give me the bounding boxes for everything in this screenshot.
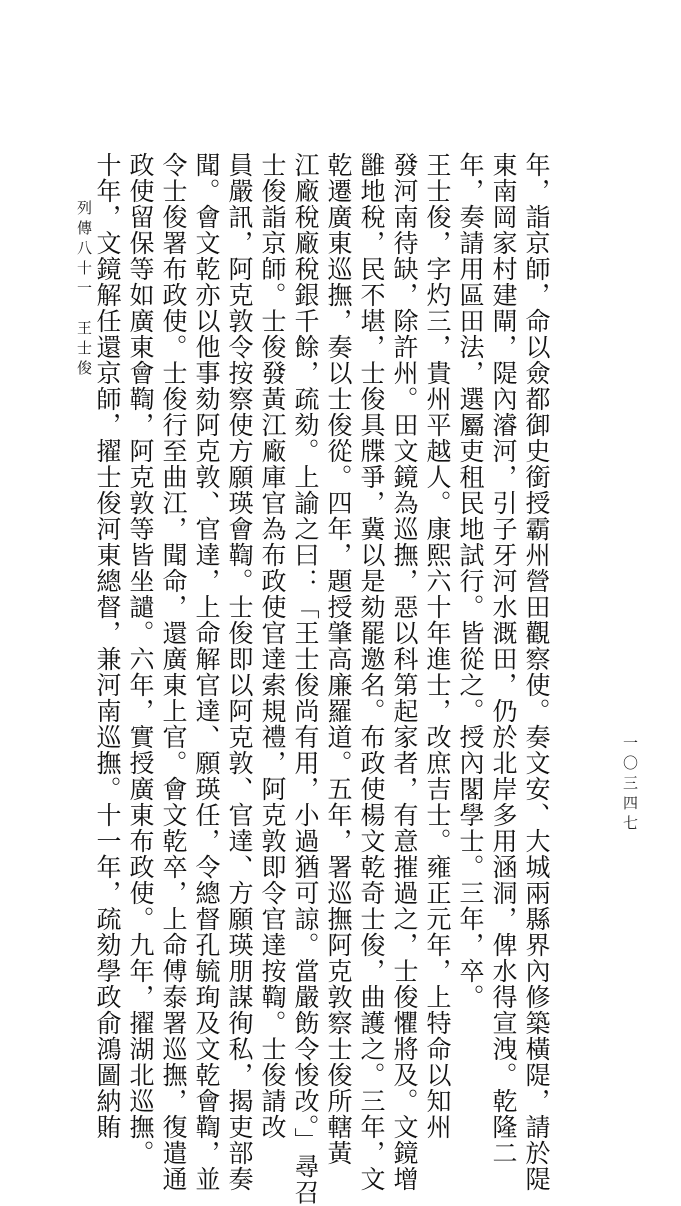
page-number: 一〇三四七 bbox=[621, 735, 639, 835]
text-line: 江廠稅廠稅銀千餘，疏劾。上諭之曰：「王士俊尚有用，小過猶可諒。當嚴飭令悛改。」尋召 bbox=[291, 152, 320, 1206]
text-line: 年，詣京師，命以僉都御史銜授霸州營田觀察使。奏文安、大城兩縣界內修築橫隄，請於隄 bbox=[522, 152, 551, 1192]
text-line: 令士俊署布政使。士俊行至曲江，聞命，還廣東上官。會文乾卒，上命傅泰署巡撫，復遣通 bbox=[159, 152, 188, 1192]
text-line: 聞。會文乾亦以他事劾阿克敦、官達，上命解官達、願瑛任，令總督孔毓珣及文乾會鞫，並 bbox=[192, 152, 221, 1192]
running-header: 列傳八十一 王士俊 bbox=[75, 200, 93, 380]
text-line: 雝地稅，民不堪，士俊具牒爭，冀以是劾罷邀名。布政使楊文乾奇士俊，曲護之。三年，文 bbox=[357, 152, 386, 1192]
biography-text bbox=[91, 152, 553, 1206]
text-line: 十年，文鏡解任還京師，擢士俊河東總督，兼河南巡撫。十一年，疏劾學政俞鴻圖納賄 bbox=[93, 152, 122, 1140]
text-line: 王士俊，字灼三，貴州平越人。康熙六十年進士，改庶吉士。雍正元年，上特命以知州 bbox=[423, 152, 452, 1140]
text-line: 發河南待缺，除許州。田文鏡為巡撫，惡以科第起家者，有意摧過之，士俊懼將及。文鏡增 bbox=[390, 152, 419, 1192]
text-line: 員嚴訊，阿克敦令按察使方願瑛會鞫。士俊即以阿克敦、官達、方願瑛朋謀徇私，揭吏部奏 bbox=[225, 152, 254, 1192]
text-line: 東南岡家村建閘，隄內濬河，引子牙河水溉田，仍於北岸多用涵洞，俾水得宣洩。乾隆二 bbox=[489, 152, 518, 1166]
text-line: 乾遷廣東巡撫，奏以士俊從。四年，題授肇高廉羅道。五年，署巡撫阿克敦察士俊所轄黃 bbox=[324, 152, 353, 1166]
text-line: 年，奏請用區田法，選屬吏租民地試行。皆從之。授內閣學士。三年，卒。 bbox=[456, 152, 485, 1010]
text-line: 政使留保等如廣東會鞫，阿克敦等皆坐譴。六年，實授廣東布政使。九年，擢湖北巡撫。 bbox=[126, 152, 155, 1166]
text-line: 士俊詣京師。士俊發黃江廠庫官為布政使官達索規禮，阿克敦即令官達按鞫。士俊請改 bbox=[258, 152, 287, 1140]
